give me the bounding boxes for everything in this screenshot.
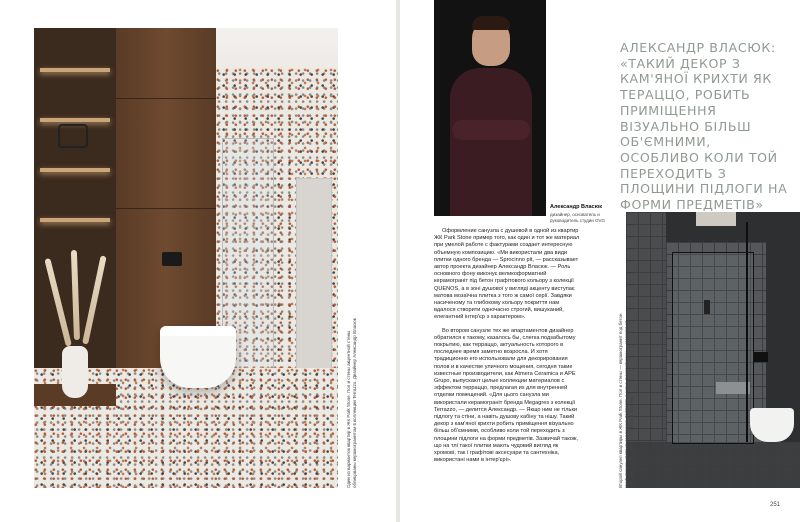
sweater	[450, 68, 532, 216]
article-paragraph: Во втором санузле тех же апартаментов дизайнер обратился к такому, казалось бы, слегка подзабытому покрытию, как терраццо, актуальность которого в последнее время заметно возросла. И хотя традиционно его использовали для декорирования полов и в качестве уличного мощения, сегодня такие известные производители, как Atmera Ceramica и APE Grupo, выпускают целые коллекции материалов с эффектом терраццо, предлагая их для внутренней отделки помещений. «Для цього санузла ми використали керамограніт бренда Megagres з колекції Terrazzo, — делится Александр. — Якщо ним не тільки підлогу та стіни, а навіть душову кабіну та нішу. Такий декор з кам'яної крихти робить приміщення візуально більш об'ємними, особливо коли той переходить з площини підлоги на форми предметів. Зазвичай також, що на тлі такої плитки мають чудовий вигляд як хромові, так і графітові аксесуари та сантехніка, використані нами в інтер'єрі».	[434, 327, 579, 464]
lit-shelf	[40, 68, 110, 72]
lit-shelf	[40, 118, 110, 122]
right-photo-caption: Второй санузел квартиры в ЖК Park Stone. Пол и стены — керамогранит под бетон графитового цвета из коллекции QUENOS, в нише душевой зоны — мозаика от Prissmacer. Дизайнер — Александр Власюк	[618, 313, 634, 488]
shower-glass	[672, 252, 754, 444]
lit-shelf	[40, 168, 110, 172]
person-role: дизайнер, основатель и руководитель студии OVG	[550, 212, 606, 223]
pull-quote: АЛЕКСАНДР ВЛАСЮК: «ТАКИЙ ДЕКОР З КАМ'ЯНОЇ КРИХТИ ЯК ТЕРАЦЦО, РОБИТЬ ПРИМІЩЕННЯ ВІЗУАЛЬНО БІЛЬШ ОБ'ЄМНИМИ, ОСОБЛИВО КОЛИ ТОЙ ПЕРЕХОДИТЬ З ПЛОЩИНИ ПІДЛОГИ НА ФОРМИ ПРЕДМЕТІВ»	[620, 40, 788, 213]
graphite-bathroom-photo	[626, 212, 800, 488]
designer-portrait	[434, 0, 546, 216]
tile-floor	[626, 442, 800, 488]
article-paragraph: Оформление санузла с душевой в одной из квартир ЖК Park Stone пример того, как один и тот же материал при умелой работе с фактурами создает интересную объемную композицию. «Ми використали два види плитки одного бренда — Sprocinno pit, — рассказывает автор проекта дизайнер Александр Власюк. — Роль основного фону виконує великоформатний керамограніт під бетон графітового кольору з колекції QUENOS, а в зоні душової у вигляді акценту виступає матова мозаїчна плитка з того ж самої серії. Завдяки насиченому та глибокому кольору покриття нам вдалося створити одночасно строгий, вишуканий, елегантний інтер'єр з характером».	[434, 228, 580, 321]
left-page	[0, 0, 396, 522]
vase	[62, 346, 88, 398]
person-name: Александр Власюк	[550, 204, 603, 210]
door	[296, 178, 332, 370]
hexagon-decor	[58, 124, 88, 148]
wood-seam	[116, 98, 216, 99]
lit-shelf	[40, 218, 110, 222]
wall-hung-toilet	[750, 408, 794, 442]
glass-frame	[746, 222, 748, 442]
toilet-lid	[160, 326, 236, 336]
ceiling-light	[696, 212, 736, 226]
flush-plate	[754, 352, 768, 362]
flush-plate	[162, 252, 182, 266]
left-photo-caption: Один из вариантов квартир в ЖК Park Stone. Пол и стены акцентной стены облицованы керамогранитом в коллекции Terrazzo. Дизайнер Александр Власюк	[346, 318, 357, 488]
terrazzo-bathroom-photo	[34, 28, 338, 488]
wood-seam	[116, 208, 216, 209]
page-number: 251	[769, 502, 780, 508]
hair	[472, 16, 510, 30]
article-body	[434, 228, 580, 471]
right-page	[400, 0, 800, 522]
crossed-arms	[452, 120, 530, 140]
